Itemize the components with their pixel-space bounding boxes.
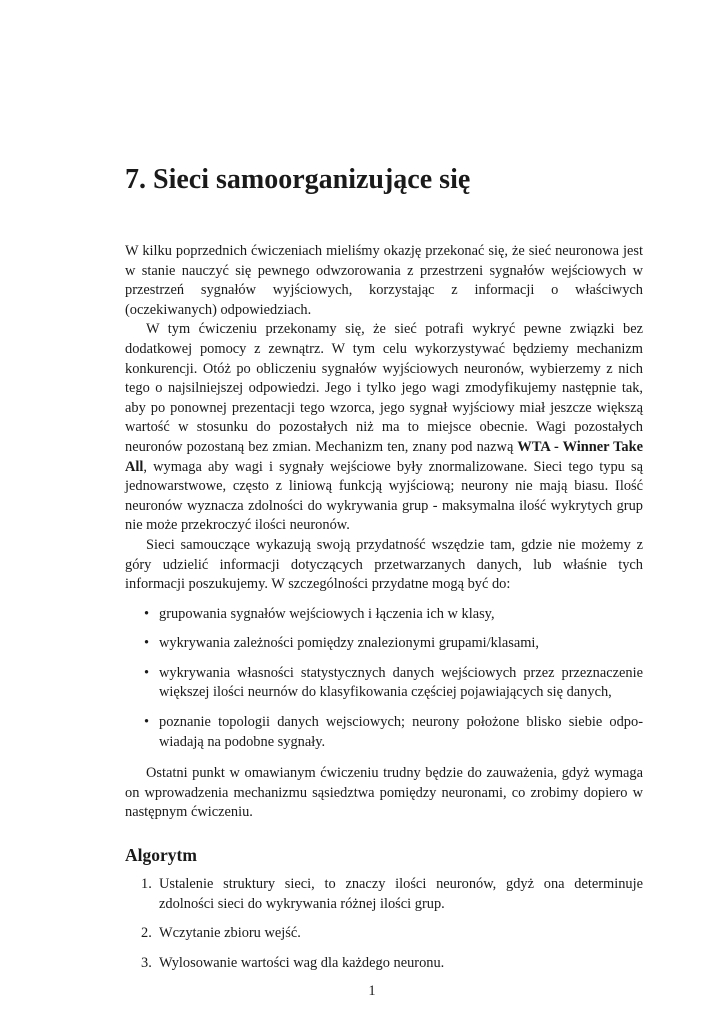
step-number: 2. <box>141 925 152 942</box>
list-item-text: wykrywania zależności pomiędzy znalezionymi grupami/klasami, <box>159 635 540 652</box>
bullet-icon: • <box>144 714 150 731</box>
list-item <box>125 634 643 654</box>
list-item-text: grupowania sygnałów wejściowych i łączenia ich w klasy, <box>159 605 495 622</box>
algorithm-step <box>125 875 643 914</box>
algorithm-step <box>125 954 643 974</box>
step-text: Ustalenie struktury sieci, to znaczy ilości neuronów, gdyż ona determinuje zdolności sieci do wykrywania różnej ilości grup. <box>159 876 643 912</box>
bullet-icon: • <box>144 664 150 681</box>
step-number: 1. <box>141 876 152 893</box>
list-item <box>125 713 643 752</box>
body-text <box>125 242 643 983</box>
wta-term: WTA - Winner Take All <box>125 438 643 475</box>
list-item <box>125 605 643 625</box>
chapter-title: 7. Sieci samoorganizujące się <box>125 164 471 195</box>
page-number: 1 <box>368 983 376 999</box>
step-text: Wylosowanie wartości wag dla każdego neuronu. <box>159 954 445 971</box>
bullet-icon: • <box>144 605 150 622</box>
step-text: Wczytanie zbioru wejść. <box>159 925 301 942</box>
closing-paragraph: Ostatni punkt w omawianym ćwiczeniu trudny będzie do zauważenia, gdyż wymaga on wprowadzenia mechanizmu sąsiedztwa pomiędzy neuronami, co zrobimy dopiero w następnym ćwiczeniu. <box>125 765 643 821</box>
algorithm-step <box>125 924 643 944</box>
algorithm-steps <box>125 875 643 973</box>
algorithm-heading: Algorytm <box>125 845 197 866</box>
list-item-text: poznanie topologii danych wejsciowych; neurony położone blisko siebie odpowiadają na podobne sygnały. <box>159 714 643 750</box>
paragraph-2-text-a: W tym ćwiczeniu przekonamy się, że sieć potrafi wykryć pewne związki bez dodatkowej pomocy z zewnątrz. W tym celu wykorzystywać będziemy mechanizm konkurencji. Otóż po obliczeniu sygnałów wyjściowych neuronów, wybierzemy z nich tego o najsilniejszej odpowiedzi. Jego i tylko jego wagi zmodyfikujemy następnie tak, aby po ponownej prezentacji tego wzorca, jego sygnał wyjściowy miał jeszcze większą wartość w stosunku do pozostałych niż ma to miejsce obecnie. Wagi pozostałych neuronów pozostaną bez zmian. Mechanizm ten, znany pod nazwą <box>125 321 643 455</box>
uses-list <box>125 605 643 753</box>
list-item <box>125 664 643 703</box>
list-item-text: wykrywania własności statystycznych danych wejściowych przez przeznaczenie większej ilości neurnów do klasyfikowania częściej pojawiających się danych, <box>159 664 643 701</box>
intro-paragraph-1: W kilku poprzednich ćwiczeniach mieliśmy okazję przekonać się, że sieć neuronowa jest w stanie nauczyć się pewnego odwzorowania z przestrzeni sygnałów wejściowych w przestrzeń sygnałów wyjściowych, korzystając z informacji o właściwych (oczekiwanych) odpowiedziach. <box>125 243 643 318</box>
step-number: 3. <box>141 954 152 971</box>
bullet-icon: • <box>144 635 150 652</box>
paragraph-2-text-b: , wymaga aby wagi i sygnały wejściowe były znormalizowane. Sieci tego typu są jednowarstwowe, często z liniową funkcją wyjściową; neurony nie mają biasu. Ilość neuronów wyznacza zdolności do wykrywania grup - maksymalna ilość wykrytych grup nie może przekroczyć ilości neuronów. <box>125 458 643 534</box>
intro-paragraph-3: Sieci samouczące wykazują swoją przydatność wszędzie tam, gdzie nie możemy z góry udzielić informacji dotyczących przetwarzanych danych, lub właśnie tych informacji poszukujemy. W szczególności przydatne mogą być do: <box>125 536 643 593</box>
intro-paragraph-2 <box>125 320 643 536</box>
